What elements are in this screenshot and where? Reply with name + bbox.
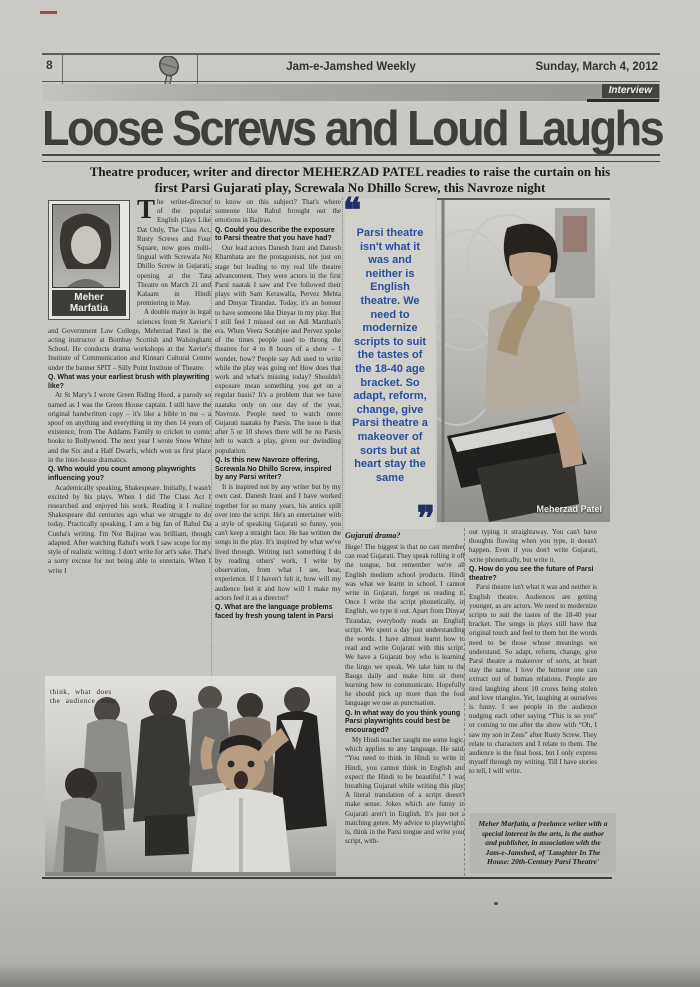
- footer-rule: [42, 877, 612, 879]
- article-column-2: [215, 198, 341, 680]
- body-paragraph: Parsi theatre isn't what it was and neither is English theatre. Audiences are getting younger, as are actors. We need to modernize scripts to suit the tastes of the 18-40 year bracket. The songs in plays still have that original touch and feel to them but the words need to be those whose meanings we understand. So adapt, reform, change, give Parsi theatre a makeover of sorts, at heart stay the same. I love the humour one can extract out of human relations. People are tired laughing about 10 crores being stolen and love triangles. Yet, laughing at ourselves is funny. I see people in the audience nudging each other saying “This is so you” or coming to me after the show with “Oh, I saw my son in Zeus” after Rusty Screw. They relate to characters and I relate to them. The audience is the final boss, but I only express myself through my writing. Till I have stories to tell, I will write.: [469, 583, 597, 776]
- column-1-tail-text: think, what does the audience want: [50, 688, 117, 706]
- body-paragraph: It is inspired not by any writer but by my own cast. Danesh Irani and I have worked together for so many years, his antics spill over into the script. He's an entertainer with a style of speaking Gujarati so funny, you can't keep a straight face. He has written the songs in the play. It's inspired by what we've lived through. Writing isn't something I do by reading others' work, I write by observation, from what I see, hear, experience. If I haven't felt it, how will my audience feel it and how will I make my actors feel it as a director?: [215, 483, 341, 602]
- headline: Loose Screws and Loud Laughs: [42, 100, 663, 157]
- page-number: 8: [46, 58, 53, 72]
- article-column-3: [345, 543, 465, 875]
- question-paragraph: Q. What was your earliest brush with playwriting like?: [48, 373, 210, 390]
- body-paragraph: Academically speaking, Shakespeare. Initially, I wasn't excited by his plays. When I did The Class Act I researched and enjoyed his work. Reading it I realize Shakespeare did centuries ago what we struggle to do today. Practically speaking, I am a big fan of Rahul Da Cunha's writing. I'm Not Bajirao was brilliant, though adapted. After watching Rahul's work I saw scope for my style of realistic writing. I don't write for art's sake. That's a sorry excuse for not being able to entertain. When I write I: [48, 483, 211, 575]
- question-paragraph: Q. Could you describe the exposure to Parsi theatre that you have had?: [215, 226, 335, 243]
- body-paragraph: out typing it straightaway. You can't have thoughts flowing when you type, it doesn't happen. Even if you don't write Gujarati, write phonetically, but write it.: [469, 528, 597, 564]
- pull-quote-text: Parsi theatre isn't what it was and neither is English theatre. We need to modernize scripts to suit the tastes of the 18-40 age bracket. So adapt, reform, change, give Parsi theatre a makeover of sorts but at heart stay the same: [352, 227, 428, 484]
- column-rule: [464, 528, 465, 876]
- author-photo: [52, 204, 120, 288]
- open-quote-icon: ❝: [343, 191, 362, 231]
- masthead: [42, 55, 660, 83]
- author-box: [48, 200, 130, 320]
- subhead: Theatre producer, writer and director MEHERZAD PATEL readies to raise the curtain on his first Parsi Gujarati play, Screwala No Dhillo Screw, this Navroze night: [89, 164, 611, 195]
- scan-registration-mark: [40, 11, 57, 14]
- photo-illustration: [437, 200, 610, 522]
- section-tag: Interview: [602, 84, 659, 98]
- meherzad-patel-photo: [437, 198, 610, 522]
- question-paragraph: Q. In what way do you think young Parsi playwrights could best be encouraged?: [345, 709, 461, 735]
- header-mid-rule: [42, 81, 660, 82]
- column-3-paragraphs: [345, 543, 465, 846]
- author-first-name: Meher: [74, 292, 104, 303]
- article-column-4: [469, 528, 597, 810]
- scan-speck: [494, 902, 498, 905]
- question-paragraph: Q. Who would you count among playwrights influencing you?: [48, 466, 196, 482]
- drop-cap: T: [137, 198, 156, 224]
- masthead-date: Sunday, March 4, 2012: [535, 61, 658, 73]
- section-bar: [42, 84, 660, 101]
- question-paragraph: Q. Is this new Navroze offering, Screwala No Dhillo Screw, inspired by any Parsi writer?: [215, 456, 332, 482]
- column-3-heading: Gujarati drama?: [345, 531, 401, 540]
- body-paragraph: Huge! The biggest is that no cast member can read Gujarati. They speak rolling it off the tongue, but remember we're all English medium school products. Hindi was what we learnt in school. I cannot write in Gujarati, forget us reading it. Once I write the script phonetically, in English, we type it out. Apart from Dinyar Tirandaz, everybody reads an English script. We spent a day just understanding the words. I have almost learnt how to read and write Gujarati with this script. We have a Gujarati boy who is learning the lingo we speak. We take him to the Baugs daily and make him sit there learning how to communicate. Hopefully he should pick up more than the foul language we use as punctuation.: [345, 543, 465, 708]
- question-paragraph: Q. What are the language problems faced by fresh young talent in Parsi: [215, 603, 334, 620]
- headline-rule: [42, 154, 660, 162]
- column-rule: [211, 198, 212, 678]
- column-1-paragraphs: [48, 308, 211, 575]
- article-column-1: [48, 198, 211, 682]
- close-quote-icon: ❞: [416, 499, 435, 539]
- author-name: [52, 290, 126, 316]
- question-paragraph: Q. How do you see the future of Parsi theatre?: [469, 565, 594, 582]
- body-paragraph: A double major in legal sciences from St Xavier's and Government Law College, Meherzad Patel is the acting instructor at Bombay Scottish and Walsingham School. He conducts drama workshops at the Xavier's Institute of Communication and Kinnari Cultural Centre under the banner SPIT – Silly Point Institute of Theatre.: [48, 308, 211, 372]
- column-2-paragraphs: [215, 198, 341, 622]
- body-paragraph: At St Mary's I wrote Green Riding Hood, a parody so named as I was the Green House captain. I still have the original handwritten copy – it's like a bible to me – a spoof on anything and everything in my then 14 years of existence, from The Addams Family to cricket to comic books to Bollywood. The next year I wrote Snow White and the Six and a Half Dwarfs, which won us first place in the inter-house dramatics.: [48, 391, 211, 464]
- photo-caption: Meherzad Patel: [536, 504, 602, 514]
- intro-text: he writer-director of the popular English plays Like Dat Only, The Class Act, Rusty Screws and Four Square, now goes multi-lingual with Screwala No Dhillo Screw in Gujarati, opening at the Tata Theatre on March 21 and Kalaam in Hindi premiering in May.: [137, 198, 211, 308]
- body-paragraph: to know on this subject? That's where someone like Rahul brought out the emotions in Bajirao.: [215, 198, 341, 225]
- author-bio-box: Meher Marfatia, a freelance writer with a special interest in the arts, is the author and publisher, in association with the Jam-e-Jamshed, of 'Laughter In The House: 20th-Century Parsi Theatre': [470, 813, 616, 873]
- column-rule: [342, 198, 343, 530]
- column-4-paragraphs: [469, 528, 597, 777]
- author-last-name: Marfatia: [69, 303, 109, 314]
- body-paragraph: Our lead actors Danesh Irani and Danesh Khambata are the protagonists, not just on stage but leading to my real life theatre advancement. They were actors in the first Parsi naatak I saw and I've followed their plays with Sam Kerawalla, Pervez Mehta and Dinyar Tirandaz. Today, it's an honour to have someone like Dinyar in my play. But I still feel I missed out on Adi Marzban's era. When Veera Sorabjee and Pervez spoke of the times people used to throng the theatres for 4 to 8 hours of a show – I wonder, how? People say Adi used to write while the play was going on! How does that work and what's missing today? Shouldn't exposure mean something you get on a regular basis? It's a problem that we have naataks only on one day of the year, Navroze. People need to watch more Gujarati naataks by Parsis. The issue is that after 5 or 10 shows there will be no Parsis left to watch a play, given our dwindling population.: [215, 244, 341, 455]
- body-paragraph: My Hindi teacher taught me some logic, which applies to any language. He said, “You need to think in Hindi to write in Hindi, you cannot think in English and expect the Hindi to be beautiful.” I was breathing Gujarati while writing this play. A literal translation of a script doesn't make sense. Jokes which are funny in Gujarati aren't in English. It's just not a matching genre. My advice to playwrights is, think in the Parsi tongue and write your script, with-: [345, 736, 465, 846]
- masthead-title: Jam-e-Jamshed Weekly: [286, 61, 416, 73]
